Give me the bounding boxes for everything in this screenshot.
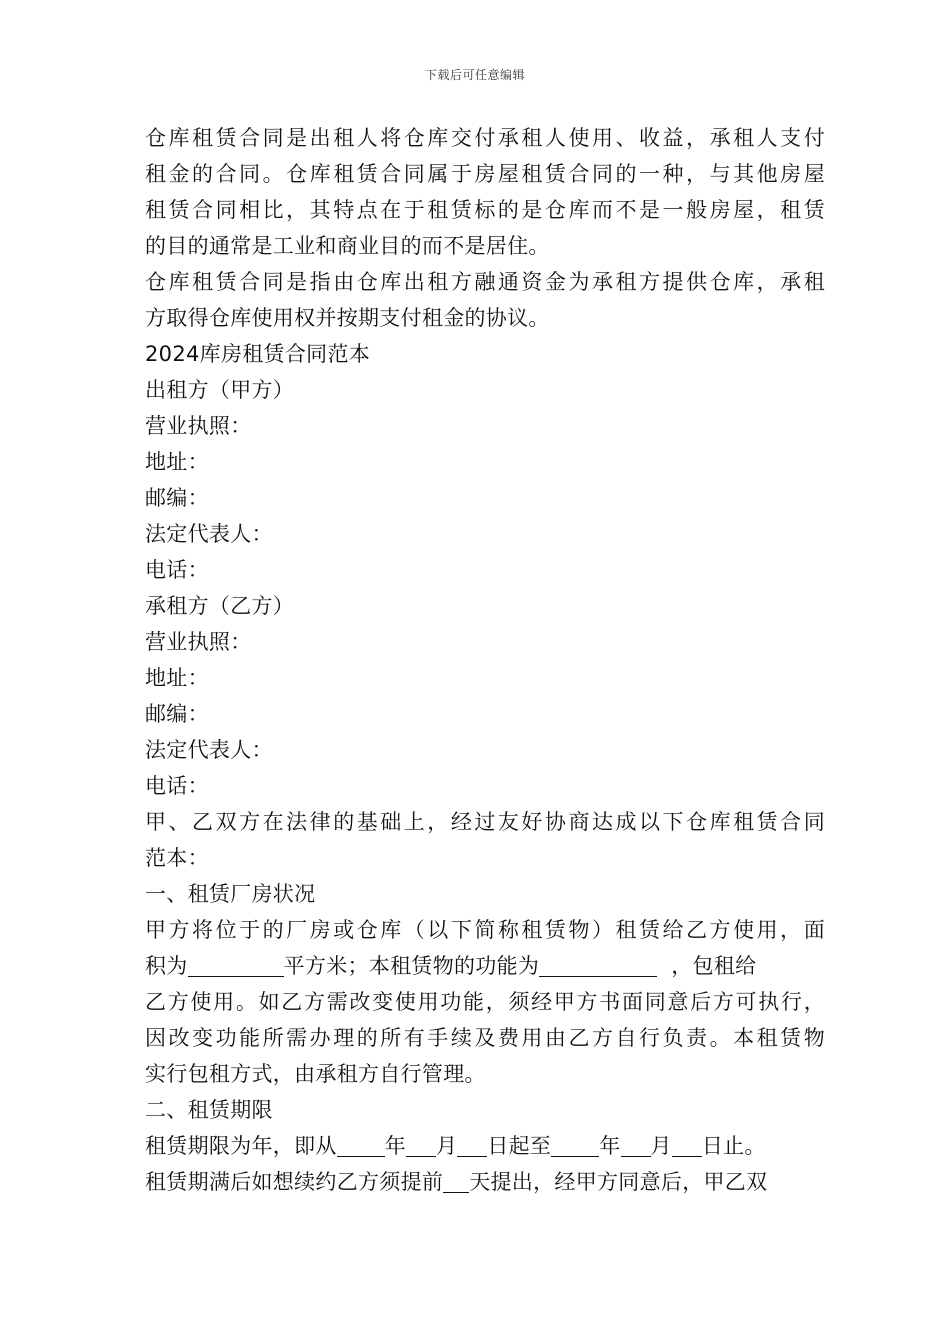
start-year-blank[interactable] — [337, 1134, 385, 1157]
renew-text: 天提出，经甲方同意后，甲乙双 — [469, 1170, 768, 1194]
party-b-heading: 承租方（乙方） — [145, 594, 295, 618]
party-a-postcode: 邮编： — [145, 486, 209, 510]
party-b-license: 营业执照： — [145, 630, 252, 654]
section-heading: 二、租赁期限 — [145, 1098, 273, 1122]
area-line — [145, 948, 825, 984]
renew-line — [145, 1164, 825, 1200]
section-heading: 一、租赁厂房状况 — [145, 882, 316, 906]
party-a-phone: 电话： — [145, 558, 209, 582]
page-header: 下载后可任意编辑 — [424, 68, 525, 82]
term-line — [145, 1128, 825, 1164]
term-text: 月 — [650, 1134, 672, 1158]
party-a-heading: 出租方（甲方） — [145, 378, 295, 402]
area-text: ，包租给 — [671, 954, 757, 978]
term-text: 日止。 — [701, 1134, 766, 1158]
function-blank[interactable] — [539, 954, 657, 977]
term-text: 日起至 — [487, 1134, 552, 1158]
party-a-address: 地址： — [145, 450, 209, 474]
end-year-blank[interactable] — [551, 1134, 599, 1157]
area-text: 积为 — [145, 954, 188, 978]
term-text: 年 — [384, 1134, 407, 1158]
start-day-blank[interactable] — [457, 1134, 487, 1157]
party-a-license: 营业执照： — [145, 414, 252, 438]
paragraph-line: 的目的通常是工业和商业目的而不是居住。 — [145, 234, 550, 258]
renew-text: 租赁期满后如想续约乙方须提前 — [145, 1170, 444, 1194]
paragraph-line: 仓库租赁合同是出租人将仓库交付承租人使用、收益，承租人支付 — [145, 126, 825, 150]
paragraph-line: 乙方使用。如乙方需改变使用功能，须经甲方书面同意后方可执行， — [145, 990, 825, 1014]
term-text: 租赁期限为年，即从 — [145, 1134, 337, 1158]
start-month-blank[interactable] — [406, 1134, 436, 1157]
paragraph-line: 甲方将位于的厂房或仓库（以下简称租赁物）租赁给乙方使用，面 — [145, 918, 825, 942]
notice-days-blank[interactable] — [443, 1170, 469, 1193]
paragraph-line: 仓库租赁合同是指由仓库出租方融通资金为承租方提供仓库，承租 — [145, 270, 825, 294]
term-text: 月 — [436, 1134, 458, 1158]
party-a-representative: 法定代表人： — [145, 522, 273, 546]
end-month-blank[interactable] — [621, 1134, 651, 1157]
area-blank[interactable] — [188, 954, 284, 977]
party-b-representative: 法定代表人： — [145, 738, 273, 762]
paragraph-line: 租金的合同。仓库租赁合同属于房屋租赁合同的一种，与其他房屋 — [145, 162, 825, 186]
paragraph-line: 方取得仓库使用权并按期支付租金的协议。 — [145, 306, 550, 330]
term-text: 年 — [599, 1134, 621, 1158]
area-text: 平方米；本租赁物的功能为 — [283, 954, 540, 978]
paragraph-line: 因改变功能所需办理的所有手续及费用由乙方自行负责。本租赁物 — [145, 1026, 825, 1050]
paragraph-line: 租赁合同相比，其特点在于租赁标的是仓库而不是一般房屋，租赁 — [145, 198, 825, 222]
end-day-blank[interactable] — [672, 1134, 702, 1157]
paragraph-line: 实行包租方式，由承租方自行管理。 — [145, 1062, 486, 1086]
paragraph-line: 范本： — [145, 846, 209, 870]
party-b-postcode: 邮编： — [145, 702, 209, 726]
party-b-address: 地址： — [145, 666, 209, 690]
party-b-phone: 电话： — [145, 774, 209, 798]
document-body — [145, 120, 825, 1200]
paragraph-line: 甲、乙双方在法律的基础上，经过友好协商达成以下仓库租赁合同 — [145, 810, 825, 834]
contract-title: 2024库房租赁合同范本 — [145, 342, 371, 366]
